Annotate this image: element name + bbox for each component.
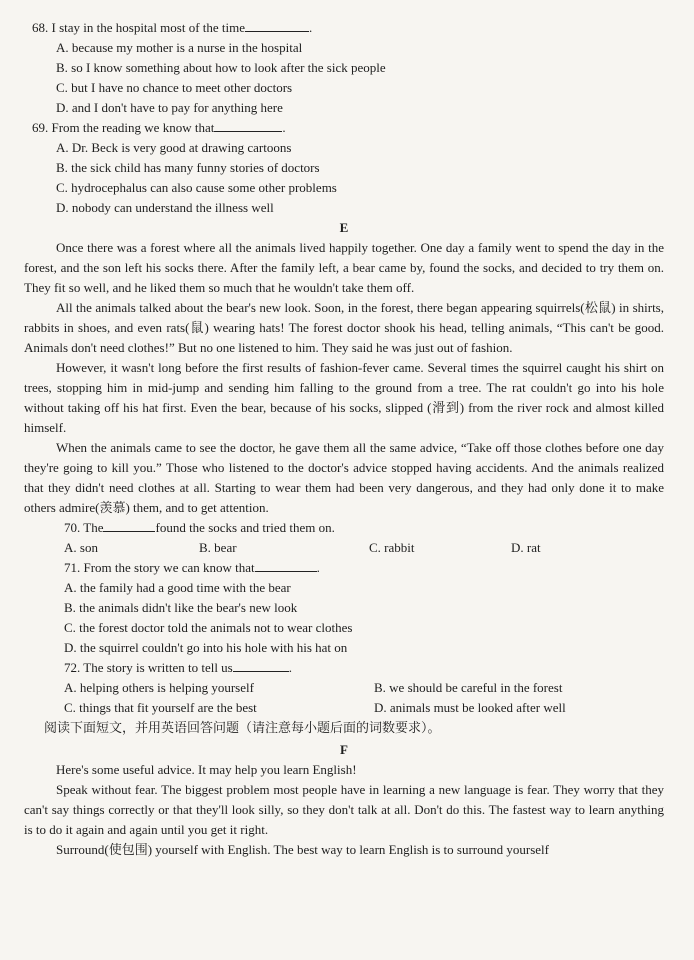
question-68: 68. I stay in the hospital most of the time . [32,20,313,35]
option: C. things that fit yourself are the best [64,700,257,715]
option: A. the family had a good time with the bear [64,580,291,595]
question-72: 72. The story is written to tell us . [64,660,292,675]
answer-blank [255,559,317,572]
answer-blank [245,19,309,32]
option: C. rabbit [369,540,415,555]
answer-blank [103,519,155,532]
option: D. nobody can understand the illness well [56,200,274,215]
section-label-f: F [340,742,348,757]
answer-blank [233,659,289,672]
option: B. the animals didn't like the bear's new look [64,600,298,615]
option: C. the forest doctor told the animals not to wear clothes [64,620,353,635]
answer-blank [214,119,282,132]
passage-paragraph: Speak without fear. The biggest problem most people have in learning a new language is fear. They worry that they can't say things correctly or that they'll look silly, so they don't talk at all. Don't do this. The fastest way to learn anything is to do it again and again until you get it right. [24,782,664,837]
question-stem: 69. From the reading we know that [32,120,215,135]
question-71: 71. From the story we can know that . [64,560,320,575]
passage-paragraph: When the animals came to see the doctor, he gave them all the same advice, “Take off those clothes before one day they're going to kill you.” Those who listened to the doctor's advice stopped having accidents. And the animals realized that they didn't need clothes at all. Starting to wear them had been very dangerous, and they had only done it to make others admire(羡慕) them, and to get attention. [24,440,664,515]
option: C. hydrocephalus can also cause some other problems [56,180,337,195]
question-69: 69. From the reading we know that . [32,120,286,135]
option: A. because my mother is a nurse in the hospital [56,40,303,55]
option: D. the squirrel couldn't go into his hole with his hat on [64,640,348,655]
passage-paragraph: However, it wasn't long before the first results of fashion-fever came. Several times the squirrel caught his shirt on trees, stopping him in mid-jump and sending him falling to the ground from a tree. The rat couldn't go into his hole without taking off his hat first. Even the bear, because of his socks, slipped (滑到) from the river rock and almost killed himself. [24,360,664,435]
option: B. the sick child has many funny stories of doctors [56,160,320,175]
passage-paragraph: Here's some useful advice. It may help you learn English! [56,762,357,777]
option: B. so I know something about how to look after the sick people [56,60,386,75]
instruction-text: 阅读下面短文，并用英语回答问题（请注意每小题后面的词数要求）。 [44,721,441,736]
option: C. but I have no chance to meet other doctors [56,80,293,95]
option: A. helping others is helping yourself [64,680,254,695]
option: D. animals must be looked after well [374,700,566,715]
option: A. son [64,540,98,555]
option: B. we should be careful in the forest [374,680,563,695]
options-row [24,538,664,558]
options-row [24,678,664,698]
option: A. Dr. Beck is very good at drawing cartoons [56,140,292,155]
passage-paragraph: Once there was a forest where all the animals lived happily together. One day a family went to spend the day in the forest, and the son left his socks there. After the family left, a bear came by, found the socks, and decided to try them on. They fit so well, and he liked them so much that he wouldn't take them off. [24,240,664,295]
section-label-e: E [339,220,349,235]
question-70: 70. The found the socks and tried them on. [64,520,335,535]
option: D. rat [511,540,541,555]
question-stem: 68. I stay in the hospital most of the time [32,20,246,35]
passage-paragraph: Surround(使包围) yourself with English. The best way to learn English is to surround yourself [56,842,549,857]
option: D. and I don't have to pay for anything here [56,100,283,115]
options-row [24,698,664,718]
option: B. bear [199,540,237,555]
passage-paragraph: All the animals talked about the bear's new look. Soon, in the forest, there began appearing squirrels(松鼠) in shirts, rabbits in shoes, and even rats(鼠) wearing hats! The forest doctor shook his head, telling animals, “This can't be good. Animals don't need clothes!” But no one listened to him. They said he was just out of fashion. [24,300,664,355]
